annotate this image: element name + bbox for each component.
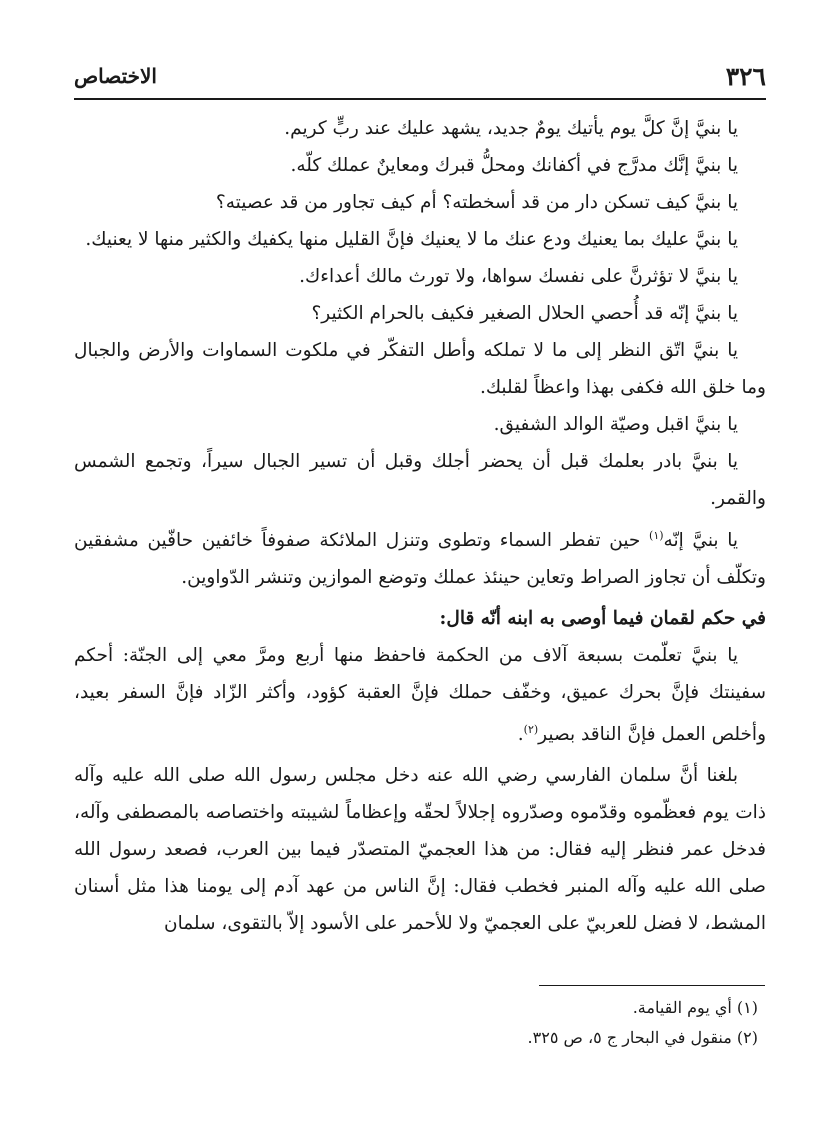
- paragraph-10-start: يا بنيَّ إنّه: [663, 530, 738, 552]
- page-number: ٣٢٦: [725, 62, 766, 91]
- footnote-2: (٢) منقول في البحار ج ٥، ص ٣٢٥.: [527, 1028, 758, 1047]
- paragraph-1: يا بنيَّ إنَّ كلَّ يوم يأتيك يومٌ جديد، يشهد عليك عند ربٍّ كريم.: [284, 118, 738, 139]
- paragraph-3: يا بنيَّ كيف تسكن دار من قد أسخطته؟ أم كيف تجاور من قد عصيته؟: [215, 192, 738, 213]
- paragraph-12: بلغنا أنَّ سلمان الفارسي رضي الله عنه دخل مجلس رسول الله صلى الله عليه وآله ذات يوم فعظّموه وقدّموه وصدّروه إجلالاً لحقّه وإعظاماً لشيبته واختصاصه بالمصطفى وآله، فدخل عمر فنظر إليه فقال: من هذا العجميّ المتصدّر فيما بين العرب، فصعد رسول الله صلى الله عليه وآله المنبر فخطب فقال: إنَّ الناس من عهد آدم إلى يومنا هذا مثل أسنان المشط، لا فضل للعربيّ على العجميّ ولا للأحمر على الأسود إلاّ بالتقوى، سلمان: [74, 765, 766, 935]
- footnote-ref-1[interactable]: (١): [649, 529, 664, 542]
- paragraph-9: يا بنيَّ بادر بعلمك قبل أن يحضر أجلك وقبل أن تسير الجبال سيراً، وتجمع الشمس والقمر.: [74, 451, 766, 509]
- paragraph-8: يا بنيَّ اقبل وصيّة الوالد الشفيق.: [493, 414, 738, 435]
- page-header: [74, 60, 766, 100]
- paragraph-2: يا بنيَّ إنَّك مدرَّج في أكفانك ومحلُّ قبرك ومعاينٌ عملك كلّه.: [290, 155, 738, 176]
- footnotes: [74, 993, 766, 1053]
- paragraph-10-end: حين تفطر السماء وتطوى وتنزل الملائكة صفوفاً خائفين حافّين مشفقين وتكلّف أن تجاوز الصراط وتعاين حينئذ عملك وتوضع الموازين وتنشر الدّواوين.: [74, 530, 766, 589]
- paragraph-6: يا بنيَّ إنّه قد أُحصي الحلال الصغير فكيف بالحرام الكثير؟: [311, 303, 738, 324]
- paragraph-4: يا بنيَّ عليك بما يعنيك ودع عنك ما لا يعنيك فإنَّ القليل منها يكفيك والكثير منها لا يعنيك.: [85, 229, 738, 250]
- footnote-1: (١) أي يوم القيامة.: [632, 998, 758, 1017]
- paragraph-11-end: .: [517, 724, 524, 746]
- paragraph-10: [74, 517, 766, 596]
- paragraph-11: [74, 637, 766, 753]
- section-heading: في حكم لقمان فيما أوصى به ابنه أنّه قال:: [439, 608, 766, 630]
- running-title: الاختصاص: [74, 64, 157, 88]
- paragraph-5: يا بنيَّ لا تؤثرنَّ على نفسك سواها، ولا تورث مالك أعداءك.: [299, 266, 738, 287]
- main-text: [74, 110, 766, 942]
- paragraph-11-start: يا بنيَّ تعلّمت بسبعة آلاف من الحكمة فاحفظ منها أربع ومرَّ معي إلى الجنّة: أحكم سفينتك فإنَّ بحرك عميق، وخفّف حملك فإنَّ العقبة كؤود، وأكثر الزّاد فإنَّ السفر بعيد، وأخلص العمل فإنَّ الناقد بصير: [74, 645, 766, 746]
- paragraph-7: يا بنيَّ اتّق النظر إلى ما لا تملكه وأطل التفكّر في ملكوت السماوات والأرض والجبال وما خلق الله فكفى بهذا واعظاً لقلبك.: [74, 340, 766, 398]
- footnote-divider: [539, 985, 765, 986]
- footnote-ref-2[interactable]: (٢): [523, 723, 539, 737]
